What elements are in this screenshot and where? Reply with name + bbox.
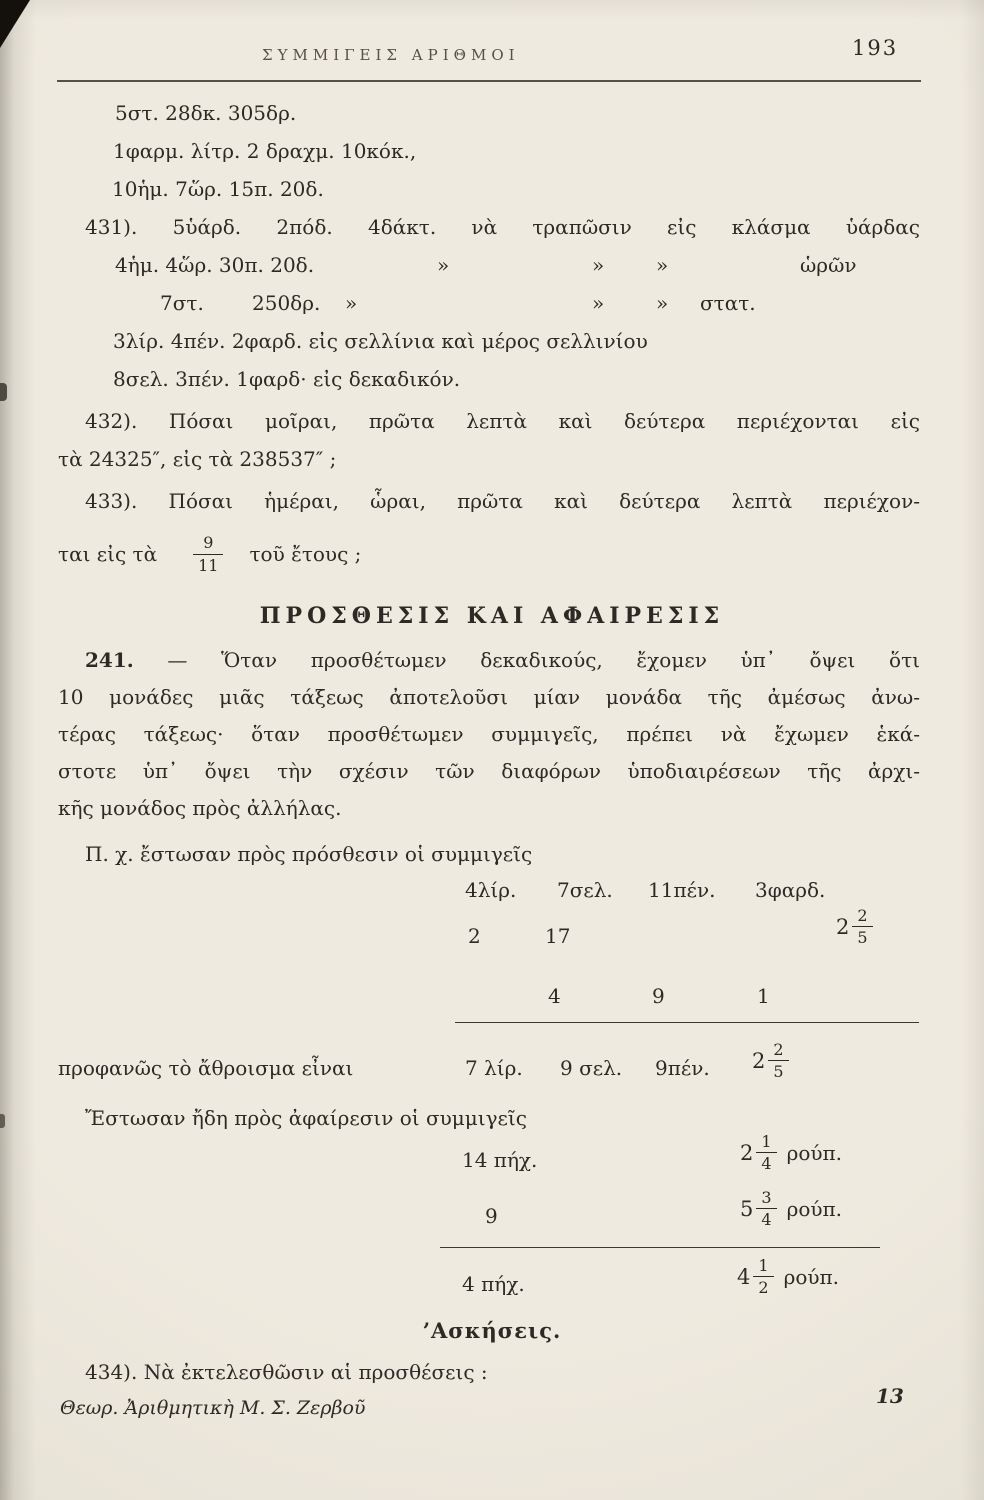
subtraction-row2-mixed: [740, 1188, 842, 1229]
mixed-whole: 2: [836, 914, 850, 939]
quantity-text: 250δρ.: [252, 291, 321, 315]
addition-result-c2: 9 σελ.: [560, 1056, 623, 1080]
paragraph-text: — Ὅταν προσθέτωμεν δεκαδικούς, ἔχομεν ὑπ᾽ ὄψει ὅτι: [167, 648, 920, 672]
mixed-whole: 5: [740, 1196, 754, 1221]
fraction-denominator: 4: [756, 1152, 776, 1173]
unit-label: ρούπ.: [786, 1196, 843, 1221]
fraction-numerator: 2: [773, 1040, 784, 1059]
fraction-numerator: 3: [761, 1188, 772, 1207]
fraction-numerator: 1: [758, 1256, 769, 1275]
intro-line-2: 1φαρμ. λίτρ. 2 δραχμ. 10κόκ.,: [113, 139, 417, 163]
subtraction-row1-c1: 14 πήχ.: [462, 1148, 538, 1172]
ditto-mark: »: [592, 253, 605, 277]
ditto-mark: »: [345, 291, 358, 315]
addition-intro: Π. χ. ἔστωσαν πρὸς πρόσθεσιν οἱ συμμιγεῖς: [85, 842, 533, 866]
ditto-mark: »: [656, 291, 669, 315]
footer-book-title: Θεωρ. Ἀριθμητικὴ Μ. Σ. Ζερβοῦ: [60, 1397, 366, 1419]
fraction-numerator: 2: [857, 906, 868, 925]
fraction-3-4: [756, 1188, 776, 1229]
exercise-433-line-2: [58, 528, 361, 580]
mixed-number: [740, 1132, 777, 1173]
addition-result-mixed-number: [752, 1040, 789, 1081]
unit-label: ὡρῶν: [800, 253, 857, 277]
fraction-9-11: [193, 533, 223, 574]
addition-col-header-4: 3φαρδ.: [755, 878, 826, 902]
addition-result-label: προφανῶς τὸ ἄθροισμα εἶναι: [58, 1056, 354, 1080]
unit-label: στατ.: [700, 291, 756, 315]
fraction-1-4: [756, 1132, 776, 1173]
paragraph-number: 241.: [85, 648, 134, 672]
addition-col-header-2: 7σελ.: [557, 878, 613, 902]
quantity-text: 7στ.: [160, 291, 204, 315]
exercise-433-line-1: 433). Πόσαι ἡμέραι, ὧραι, πρῶτα καὶ δεύτερα λεπτὰ περιέχον-: [85, 489, 920, 513]
mixed-whole: 2: [740, 1140, 754, 1165]
addition-row3-c1: 4: [548, 984, 561, 1008]
subtraction-result-mixed: [737, 1256, 839, 1297]
fraction-2-5: [852, 906, 872, 947]
para-241-line-2: 10 μονάδες μιᾶς τάξεως ἀποτελοῦσι μίαν μονάδα τῆς ἀμέσως ἀνω-: [58, 685, 920, 709]
unit-label: ρούπ.: [786, 1140, 843, 1165]
para-241-line-5: κῆς μονάδος πρὸς ἀλλήλας.: [58, 796, 342, 820]
para-241-line-3: τέρας τάξεως· ὅταν προσθέτωμεν συμμιγεῖς, πρέπει νὰ ἔχωμεν ἑκά-: [58, 722, 920, 746]
subtraction-intro: Ἔστωσαν ἤδη πρὸς ἀφαίρεσιν οἱ συμμιγεῖς: [85, 1106, 527, 1130]
addition-row2-c1: 2: [468, 924, 481, 948]
addition-result-c1: 7 λίρ.: [465, 1056, 523, 1080]
addition-col-header-1: 4λίρ.: [465, 878, 517, 902]
exercises-heading: ’Ασκήσεις.: [422, 1318, 562, 1343]
scan-edge-speck: [0, 1114, 5, 1128]
intro-line-3: 10ἡμ. 7ὥρ. 15π. 20δ.: [112, 177, 324, 201]
subtraction-difference-rule: [440, 1247, 880, 1248]
footer-signature-number: 13: [876, 1384, 904, 1408]
mixed-whole: 2: [752, 1048, 766, 1073]
ditto-mark: »: [437, 253, 450, 277]
exercise-432-line-2: τὰ 24325″, εἰς τὰ 238537″ ;: [58, 447, 337, 471]
text-after-fraction: τοῦ ἔτους ;: [249, 542, 362, 566]
fraction-numerator: 1: [761, 1132, 772, 1151]
header-rule: [57, 80, 921, 82]
running-header-title: ΣΥΜΜΙΓΕΙΣ ΑΡΙΘΜΟΙ: [262, 46, 520, 64]
text-before-fraction: ται εἰς τὰ: [58, 542, 158, 566]
addition-row3-c2: 9: [652, 984, 665, 1008]
scan-edge-speck: [0, 383, 7, 401]
mixed-number: [740, 1188, 777, 1229]
page-number: 193: [852, 36, 899, 60]
fraction-2-5: [768, 1040, 788, 1081]
addition-row2-mixed-number: [836, 906, 873, 947]
exercise-431-line: 431). 5ὑάρδ. 2πόδ. 4δάκτ. νὰ τραπῶσιν εἰς κλάσμα ὑάρδας: [85, 215, 920, 239]
exercise-431-decimal-line: 8σελ. 3πέν. 1φαρδ· εἰς δεκαδικόν.: [113, 367, 461, 391]
exercise-432-line-1: 432). Πόσαι μοῖραι, πρῶτα λεπτὰ καὶ δεύτερα περιέχονται εἰς: [85, 409, 920, 433]
quantity-text: 4ἡμ. 4ὥρ. 30π. 20δ.: [115, 253, 315, 277]
fraction-numerator: 9: [203, 533, 214, 553]
fraction-denominator: 5: [852, 926, 872, 947]
fraction-denominator: 4: [756, 1208, 776, 1229]
addition-result-c3: 9πέν.: [655, 1056, 710, 1080]
subtraction-row2-c1: 9: [485, 1204, 498, 1228]
unit-label: ρούπ.: [783, 1264, 840, 1289]
para-241-line-1: [85, 648, 920, 672]
para-241-line-4: στοτε ὑπ᾽ ὄψει τὴν σχέσιν τῶν διαφόρων ὑποδιαιρέσεων τῆς ἀρχι-: [58, 759, 920, 783]
ditto-mark: »: [656, 253, 669, 277]
addition-row2-c2: 17: [545, 924, 571, 948]
fraction-1-2: [753, 1256, 773, 1297]
mixed-number: [737, 1256, 774, 1297]
fraction-denominator: 5: [768, 1060, 788, 1081]
fraction-denominator: 2: [753, 1276, 773, 1297]
subtraction-row1-mixed: [740, 1132, 842, 1173]
addition-sum-rule: [455, 1022, 919, 1023]
subtraction-result-c1: 4 πήχ.: [462, 1272, 525, 1296]
exercise-434-line: 434). Νὰ ἐκτελεσθῶσιν αἱ προσθέσεις :: [85, 1360, 488, 1384]
exercise-431-shillings-line: 3λίρ. 4πέν. 2φαρδ. εἰς σελλίνια καὶ μέρος σελλινίου: [113, 329, 648, 353]
scan-corner-artifact: [0, 0, 30, 48]
section-heading: ΠΡΟΣΘΕΣΙΣ ΚΑΙ ΑΦΑΙΡΕΣΙΣ: [259, 603, 725, 629]
ditto-mark: »: [592, 291, 605, 315]
mixed-whole: 4: [737, 1264, 751, 1289]
addition-row3-c3: 1: [757, 984, 770, 1008]
fraction-denominator: 11: [193, 554, 223, 575]
addition-col-header-3: 11πέν.: [648, 878, 716, 902]
intro-line-1: 5στ. 28δκ. 305δρ.: [115, 101, 297, 125]
